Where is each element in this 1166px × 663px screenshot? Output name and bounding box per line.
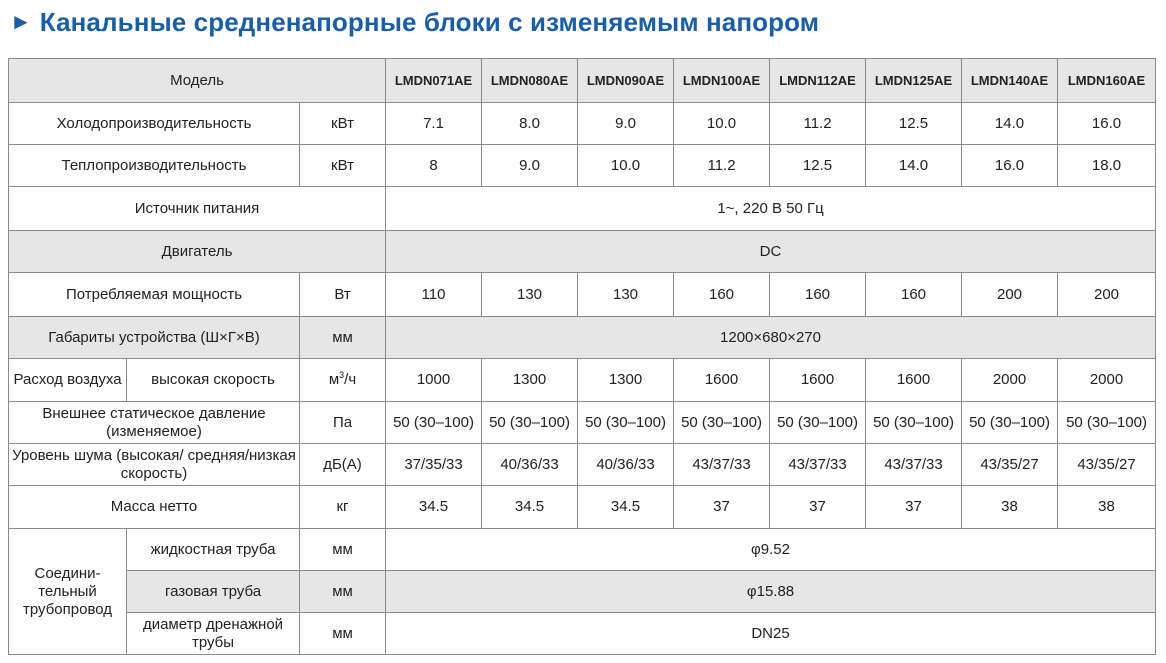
value-cell: 10.0 (578, 145, 674, 187)
value-cell: 1200×680×270 (386, 317, 1156, 359)
value-cell: 50 (30–100) (578, 402, 674, 444)
value-cell: 1000 (386, 359, 482, 402)
value-cell: 34.5 (386, 486, 482, 529)
value-cell: 160 (770, 273, 866, 317)
table-row-cooling (9, 103, 1156, 145)
unit-cell: мм (300, 613, 386, 655)
table-row-piping-drain (9, 613, 1156, 655)
value-cell: 50 (30–100) (674, 402, 770, 444)
row-label: Потребляемая мощность (9, 273, 300, 317)
unit-cell: дБ(А) (300, 444, 386, 486)
model-cell: LMDN071AE (386, 59, 482, 103)
value-cell: 38 (962, 486, 1058, 529)
value-cell: 9.0 (578, 103, 674, 145)
row-label: Расход воздуха (9, 359, 127, 402)
value-cell: 8 (386, 145, 482, 187)
value-cell: 1600 (866, 359, 962, 402)
value-cell: 43/35/27 (962, 444, 1058, 486)
value-cell: 11.2 (674, 145, 770, 187)
table-row-noise (9, 444, 1156, 486)
value-cell: φ9.52 (386, 529, 1156, 571)
table-row-dimensions (9, 317, 1156, 359)
page-title (10, 4, 819, 40)
value-cell: 40/36/33 (578, 444, 674, 486)
value-cell: 34.5 (482, 486, 578, 529)
row-label: Холодопроизводительность (9, 103, 300, 145)
table-row-heating (9, 145, 1156, 187)
unit-cell: кВт (300, 103, 386, 145)
value-cell: 1300 (482, 359, 578, 402)
row-label: Масса нетто (9, 486, 300, 529)
triangle-right-icon: ► (10, 9, 32, 34)
value-cell: 130 (482, 273, 578, 317)
value-cell: 37/35/33 (386, 444, 482, 486)
row-label: Теплопроизводительность (9, 145, 300, 187)
row-label: Источник питания (9, 187, 386, 231)
value-cell: DN25 (386, 613, 1156, 655)
model-cell: LMDN100AE (674, 59, 770, 103)
value-cell: 50 (30–100) (482, 402, 578, 444)
value-cell: 37 (770, 486, 866, 529)
table-row-power-consumption (9, 273, 1156, 317)
piping-label: Соедини- тельный трубопровод (9, 529, 127, 655)
table-row-motor (9, 231, 1156, 273)
unit-cell: Па (300, 402, 386, 444)
unit-cell: $м^3/ч$ (300, 359, 386, 402)
unit-cell: кг (300, 486, 386, 529)
row-sublabel: жидкостная труба (127, 529, 300, 571)
row-label: Внешнее статическое давление (изменяемое) (9, 402, 300, 444)
value-cell: 43/37/33 (674, 444, 770, 486)
row-sublabel: газовая труба (127, 571, 300, 613)
value-cell: 2000 (962, 359, 1058, 402)
value-cell: 1~, 220 В 50 Гц (386, 187, 1156, 231)
unit-cell: мм (300, 529, 386, 571)
value-cell: DC (386, 231, 1156, 273)
value-cell: 50 (30–100) (1058, 402, 1156, 444)
table-row-power-supply (9, 187, 1156, 231)
spec-table (8, 58, 1156, 655)
model-cell: LMDN080AE (482, 59, 578, 103)
value-cell: 50 (30–100) (770, 402, 866, 444)
value-cell: 50 (30–100) (866, 402, 962, 444)
model-label: Модель (9, 59, 386, 103)
table-row-piping-gas (9, 571, 1156, 613)
table-row-net-weight (9, 486, 1156, 529)
unit-cell: кВт (300, 145, 386, 187)
value-cell: 200 (962, 273, 1058, 317)
value-cell: 43/35/27 (1058, 444, 1156, 486)
value-cell: 14.0 (962, 103, 1058, 145)
table-row-static-pressure (9, 402, 1156, 444)
model-cell: LMDN090AE (578, 59, 674, 103)
value-cell: 130 (578, 273, 674, 317)
value-cell: 14.0 (866, 145, 962, 187)
value-cell: 37 (674, 486, 770, 529)
table-row-model (9, 59, 1156, 103)
row-label: Габариты устройства (Ш×Г×В) (9, 317, 300, 359)
value-cell: 200 (1058, 273, 1156, 317)
value-cell: φ15.88 (386, 571, 1156, 613)
value-cell: 16.0 (1058, 103, 1156, 145)
value-cell: 7.1 (386, 103, 482, 145)
value-cell: 50 (30–100) (386, 402, 482, 444)
value-cell: 43/37/33 (866, 444, 962, 486)
value-cell: 12.5 (770, 145, 866, 187)
value-cell: 12.5 (866, 103, 962, 145)
value-cell: 43/37/33 (770, 444, 866, 486)
value-cell: 160 (866, 273, 962, 317)
row-label: Уровень шума (высокая/ средняя/низкая скорость) (9, 444, 300, 486)
value-cell: 1300 (578, 359, 674, 402)
value-cell: 50 (30–100) (962, 402, 1058, 444)
row-sublabel: диаметр дренажной трубы (127, 613, 300, 655)
value-cell: 18.0 (1058, 145, 1156, 187)
model-cell: LMDN112AE (770, 59, 866, 103)
value-cell: 1600 (674, 359, 770, 402)
value-cell: 34.5 (578, 486, 674, 529)
model-cell: LMDN125AE (866, 59, 962, 103)
unit-cell: Вт (300, 273, 386, 317)
value-cell: 110 (386, 273, 482, 317)
page-title-text: Канальные средненапорные блоки с изменяемым напором (39, 6, 820, 37)
row-sublabel: высокая скорость (127, 359, 300, 402)
row-label: Двигатель (9, 231, 386, 273)
value-cell: 11.2 (770, 103, 866, 145)
value-cell: 38 (1058, 486, 1156, 529)
unit-cell: мм (300, 571, 386, 613)
value-cell: 8.0 (482, 103, 578, 145)
value-cell: 16.0 (962, 145, 1058, 187)
unit-cell: мм (300, 317, 386, 359)
model-cell: LMDN160AE (1058, 59, 1156, 103)
value-cell: 37 (866, 486, 962, 529)
value-cell: 40/36/33 (482, 444, 578, 486)
value-cell: 1600 (770, 359, 866, 402)
model-cell: LMDN140AE (962, 59, 1058, 103)
table-row-airflow (9, 359, 1156, 402)
value-cell: 2000 (1058, 359, 1156, 402)
value-cell: 10.0 (674, 103, 770, 145)
table-row-piping-liquid (9, 529, 1156, 571)
value-cell: 9.0 (482, 145, 578, 187)
value-cell: 160 (674, 273, 770, 317)
